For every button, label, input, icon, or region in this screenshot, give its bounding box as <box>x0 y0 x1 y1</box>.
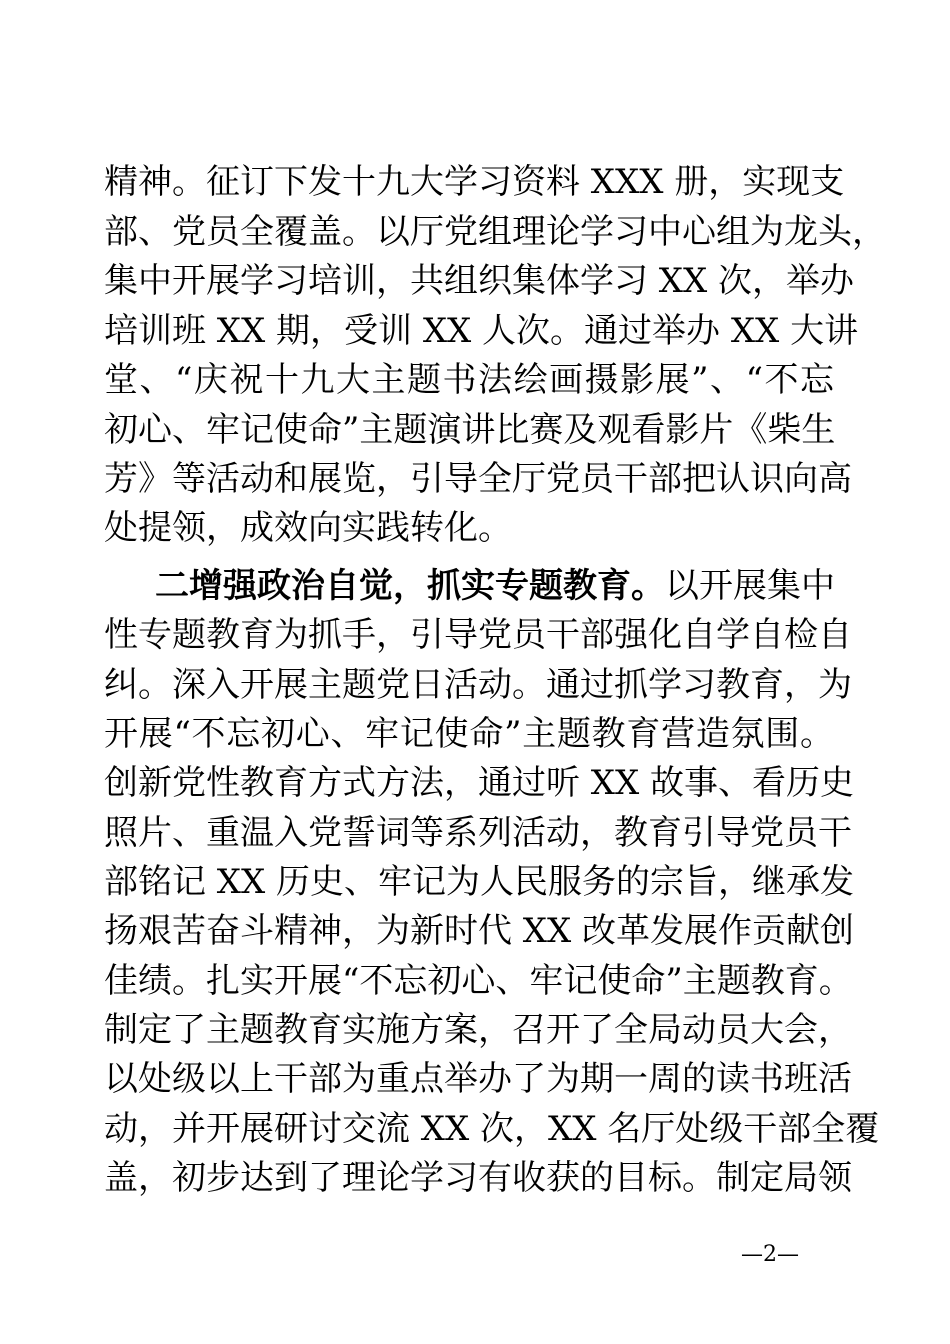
paragraph-2-line: 部铭记 XX 历史、牢记为人民服务的宗旨，继承发 <box>104 862 855 902</box>
section-heading: 二增强政治自觉，抓实专题教育。 <box>155 566 665 606</box>
paragraph-2-line: 佳绩。扎实开展“不忘初心、牢记使命”主题教育。 <box>104 961 853 1001</box>
paragraph-1-line: 集中开展学习培训，共组织集体学习 XX 次，举办 <box>104 261 855 301</box>
paragraph-1-line: 堂、“庆祝十九大主题书法绘画摄影展”、“不忘 <box>104 360 834 400</box>
paragraph-2-line: 创新党性教育方式方法，通过听 XX 故事、看历史 <box>104 763 855 803</box>
paragraph-2-first-line <box>155 561 834 611</box>
page-number: —2— <box>741 1242 799 1267</box>
paragraph-1-line: 芳》等活动和展览，引导全厅党员干部把认识向高 <box>104 459 852 499</box>
paragraph-1-line: 处提领，成效向实践转化。 <box>104 508 512 548</box>
paragraph-1-line: 初心、牢记使命”主题演讲比赛及观看影片《柴生 <box>104 410 836 450</box>
paragraph-1-line: 部、党员全覆盖。以厅党组理论学习中心组为龙头， <box>104 212 886 252</box>
paragraph-2-line: 制定了主题教育实施方案，召开了全局动员大会， <box>104 1010 852 1050</box>
paragraph-2-line: 照片、重温入党誓词等系列活动，教育引导党员干 <box>104 813 852 853</box>
paragraph-1-line: 精神。征订下发十九大学习资料 XXX 册，实现支 <box>104 162 845 202</box>
paragraph-2-line: 性专题教育为抓手，引导党员干部强化自学自检自 <box>104 615 852 655</box>
paragraph-2-line: 纠。深入开展主题党日活动。通过抓学习教育，为 <box>104 665 852 705</box>
paragraph-2-line: 盖，初步达到了理论学习有收获的目标。制定局领 <box>104 1158 852 1198</box>
paragraph-2-first-line-text: 以开展集中 <box>665 566 835 606</box>
paragraph-2-line: 扬艰苦奋斗精神，为新时代 XX 改革发展作贡献创 <box>104 911 855 951</box>
paragraph-1-line: 培训班 XX 期，受训 XX 人次。通过举办 XX 大讲 <box>104 311 859 351</box>
paragraph-2-line: 以处级以上干部为重点举办了为期一周的读书班活 <box>104 1059 852 1099</box>
paragraph-2-line: 动，并开展研讨交流 XX 次，XX 名厅处级干部全覆 <box>104 1109 880 1149</box>
paragraph-2-line: 开展“不忘初心、牢记使命”主题教育营造氛围。 <box>104 714 834 754</box>
